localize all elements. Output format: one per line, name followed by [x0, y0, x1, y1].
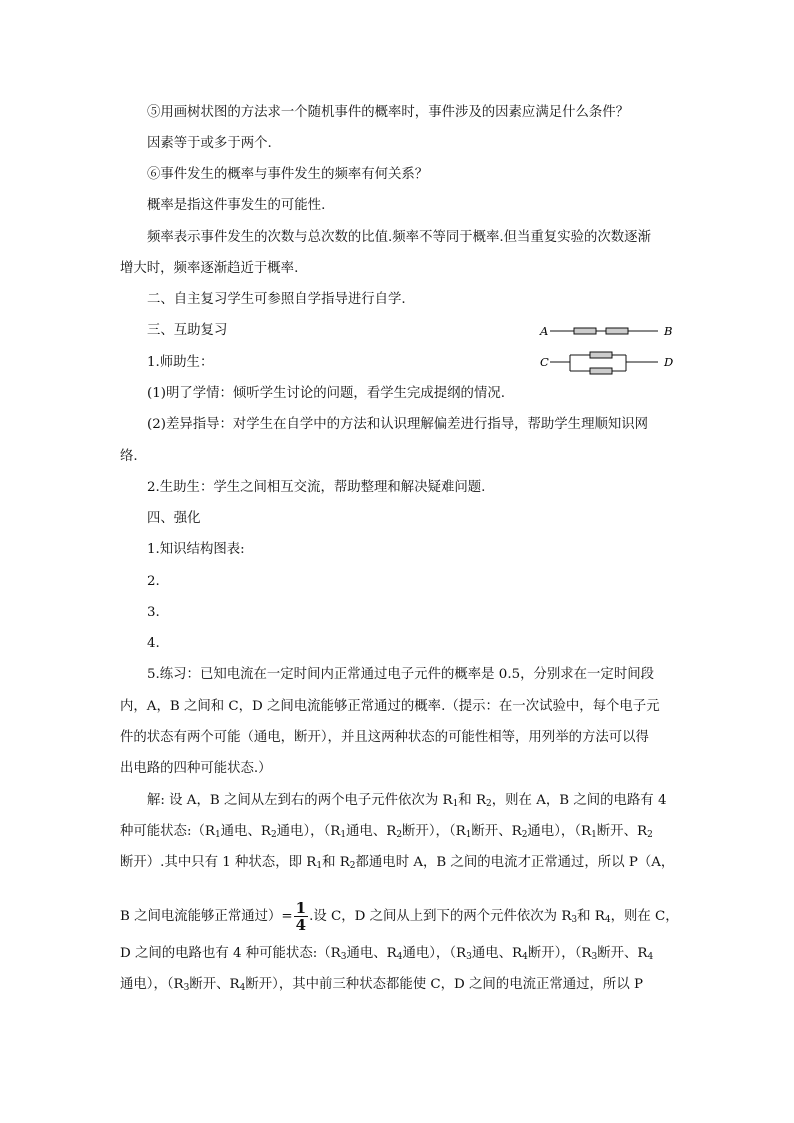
answer-5: 因素等于或多于两个.	[147, 136, 272, 151]
solution-line-3: 断开）.其中只有 1 种状态，即 $R_1$和 $R_2$都通电时 A，B 之间的电流才正常通过，所以 P（A，	[120, 855, 675, 871]
circuit-diagram	[536, 318, 678, 380]
exercise-line-1: 5.练习：已知电流在一定时间内正常通过电子元件的概率是 0.5，分别求在一定时间段	[147, 667, 654, 682]
solution-line-2: 种可能状态$:(R_1$通电、$R_2$通电），（$R_1$通电、$R_2$断开），（$R_1$断开、$R_2$通电），（$R_1$断开、$R_2$	[120, 824, 653, 840]
exercise-line-3: 件的状态有两个可能（通电，断开），并且这两种状态的可能性相等，用列举的方法可以得	[120, 730, 649, 745]
resistor-r4	[590, 368, 612, 374]
resistor-r3	[590, 352, 612, 358]
item-1-2-cont: 络.	[120, 449, 138, 464]
label-b: B	[664, 324, 673, 338]
label-a: A	[540, 324, 549, 338]
solution-line-4: B 之间电流能够正常通过）= $\frac{1}{4}$ .设 C，D 之间从上到下的两个元件依次为 $R_3$和 $R_4$，则在 C，	[120, 899, 679, 934]
item-teacher-help: 1.师助生：	[147, 355, 214, 370]
exercise-line-2: 内，A，B 之间和 C，D 之间电流能够正常通过的概率.（提示：在一次试验中，每个电子元	[120, 699, 660, 714]
section-3-heading: 三、互助复习	[147, 323, 228, 338]
question-6: ⑥事件发生的概率与事件发生的频率有何关系？	[147, 167, 429, 182]
item-1-2: (2)差异指导：对学生在自学中的方法和认识理解偏差进行指导，帮助学生理顺知识网	[147, 417, 649, 432]
item-4-4: 4.	[147, 636, 160, 651]
section-2-heading: 二、自主复习学生可参照自学指导进行自学.	[147, 292, 406, 307]
item-4-2: 2.	[147, 574, 160, 589]
fraction-one-quarter: $\frac{1}{4}$	[295, 899, 307, 934]
question-5: ⑤用画树状图的方法求一个随机事件的概率时，事件涉及的因素应满足什么条件？	[147, 105, 630, 120]
resistor-r2	[606, 328, 628, 334]
item-student-help: 2.生助生：学生之间相互交流，帮助整理和解决疑难问题.	[147, 480, 486, 495]
solution-line-1: 解: 设 A，B 之间从左到右的两个电子元件依次为 $R_1$和 $R_2$，则在 A，B 之间的电路有 4	[147, 793, 667, 809]
answer-6-line-1: 概率是指这件事发生的可能性.	[147, 198, 326, 213]
item-4-3: 3.	[147, 605, 160, 620]
exercise-line-4: 出电路的四种可能状态.）	[120, 761, 272, 776]
resistor-r1	[574, 328, 596, 334]
solution-line-6: 通电），（$R_3$断开、$R_4$断开），其中前三种状态都能使 C，D 之间的电流正常通过，所以 P	[120, 977, 643, 993]
label-d: D	[664, 355, 674, 369]
item-4-1: 1.知识结构图表:	[147, 542, 245, 557]
answer-6-line-3: 增大时，频率逐渐趋近于概率.	[120, 261, 299, 276]
section-4-heading: 四、强化	[147, 511, 201, 526]
solution-line-5: D 之间的电路也有 4 种可能状态$:(R_3$通电、$R_4$通电），（$R_3$通电、$R_4$断开），（$R_3$断开、$R_4$	[120, 946, 654, 962]
item-1-1: (1)明了学情：倾听学生讨论的问题，看学生完成提纲的情况.	[147, 386, 505, 401]
label-c: C	[540, 355, 549, 369]
answer-6-line-2: 频率表示事件发生的次数与总次数的比值.频率不等同于概率.但当重复实验的次数逐渐	[147, 230, 651, 245]
